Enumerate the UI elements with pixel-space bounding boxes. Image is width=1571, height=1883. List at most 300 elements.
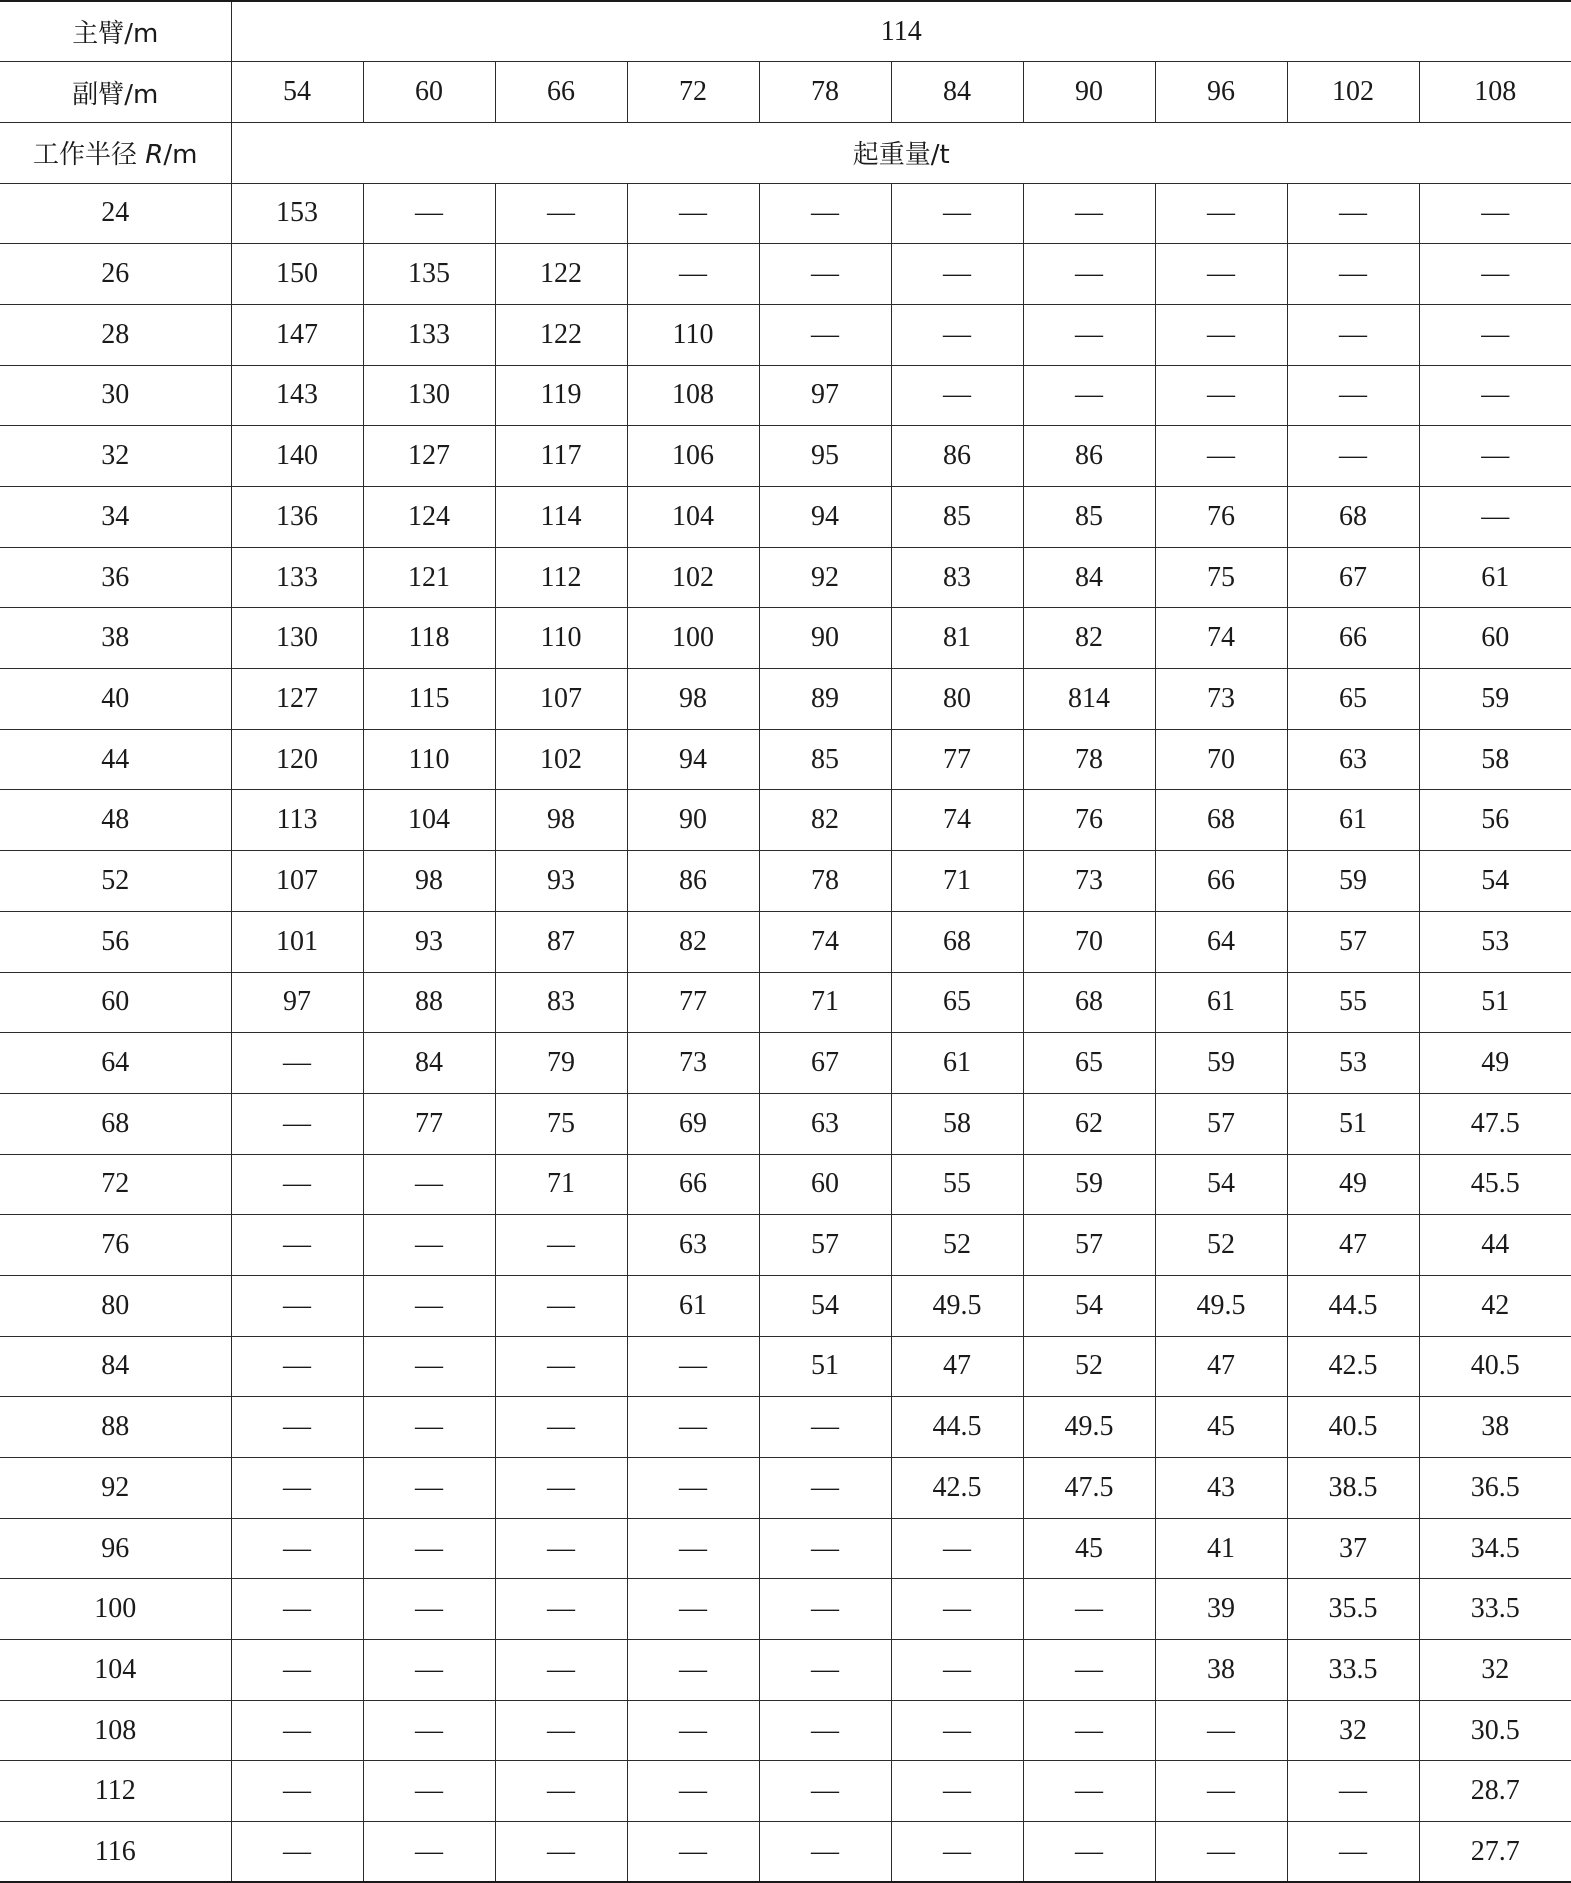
- capacity-cell: 86: [1023, 426, 1155, 487]
- table-row: [0, 851, 1571, 912]
- capacity-cell: 73: [1155, 669, 1287, 730]
- capacity-cell: 61: [1287, 790, 1419, 851]
- capacity-cell: 124: [363, 487, 495, 548]
- capacity-cell: —: [363, 1822, 495, 1883]
- capacity-cell: 143: [231, 365, 363, 426]
- table-row: [0, 1822, 1571, 1883]
- capacity-cell: 47: [1287, 1215, 1419, 1276]
- capacity-cell: 68: [1155, 790, 1287, 851]
- capacity-cell: 32: [1419, 1640, 1571, 1701]
- capacity-cell: —: [759, 1458, 891, 1519]
- capacity-cell: —: [231, 1822, 363, 1883]
- capacity-cell: —: [891, 1822, 1023, 1883]
- capacity-cell: 63: [1287, 729, 1419, 790]
- jib-length-header: 84: [891, 62, 1023, 123]
- capacity-cell: 85: [759, 729, 891, 790]
- table-row: [0, 365, 1571, 426]
- radius-cell: 30: [0, 365, 231, 426]
- capacity-cell: —: [363, 1579, 495, 1640]
- capacity-cell: —: [1023, 244, 1155, 305]
- radius-cell: 72: [0, 1154, 231, 1215]
- radius-cell: 80: [0, 1275, 231, 1336]
- capacity-cell: 55: [1287, 972, 1419, 1033]
- capacity-cell: 76: [1023, 790, 1155, 851]
- capacity-cell: 30.5: [1419, 1700, 1571, 1761]
- capacity-cell: —: [891, 1518, 1023, 1579]
- table-row: [0, 729, 1571, 790]
- capacity-cell: 47.5: [1023, 1458, 1155, 1519]
- capacity-cell: 108: [627, 365, 759, 426]
- capacity-cell: 101: [231, 911, 363, 972]
- capacity-cell: 102: [495, 729, 627, 790]
- capacity-cell: 140: [231, 426, 363, 487]
- capacity-cell: 54: [1419, 851, 1571, 912]
- capacity-cell: —: [231, 1458, 363, 1519]
- capacity-cell: 49.5: [891, 1275, 1023, 1336]
- table-row: [0, 304, 1571, 365]
- main-boom-header-row: [0, 1, 1571, 62]
- radius-cell: 34: [0, 487, 231, 548]
- capacity-cell: —: [759, 183, 891, 244]
- capacity-cell: —: [363, 1761, 495, 1822]
- radius-cell: 100: [0, 1579, 231, 1640]
- capacity-cell: 93: [363, 911, 495, 972]
- table-row: [0, 1275, 1571, 1336]
- capacity-cell: —: [1155, 1700, 1287, 1761]
- capacity-cell: —: [495, 183, 627, 244]
- capacity-cell: 71: [495, 1154, 627, 1215]
- table-row: [0, 426, 1571, 487]
- table-row: [0, 1336, 1571, 1397]
- capacity-cell: —: [627, 1700, 759, 1761]
- capacity-cell: —: [1023, 183, 1155, 244]
- table-row: [0, 183, 1571, 244]
- capacity-cell: 84: [363, 1033, 495, 1094]
- capacity-cell: 43: [1155, 1458, 1287, 1519]
- capacity-cell: —: [1155, 1822, 1287, 1883]
- capacity-cell: 38: [1419, 1397, 1571, 1458]
- radius-cell: 38: [0, 608, 231, 669]
- capacity-cell: 121: [363, 547, 495, 608]
- capacity-cell: —: [627, 244, 759, 305]
- capacity-cell: —: [1023, 304, 1155, 365]
- capacity-cell: —: [627, 1640, 759, 1701]
- capacity-cell: 94: [759, 487, 891, 548]
- capacity-cell: 110: [363, 729, 495, 790]
- capacity-cell: —: [231, 1336, 363, 1397]
- capacity-cell: —: [1419, 487, 1571, 548]
- capacity-cell: —: [759, 1640, 891, 1701]
- capacity-cell: 57: [1287, 911, 1419, 972]
- capacity-cell: 153: [231, 183, 363, 244]
- capacity-cell: 54: [1023, 1275, 1155, 1336]
- capacity-cell: —: [1419, 183, 1571, 244]
- capacity-cell: 65: [1023, 1033, 1155, 1094]
- capacity-cell: —: [363, 183, 495, 244]
- capacity-cell: 77: [363, 1093, 495, 1154]
- capacity-cell: 58: [891, 1093, 1023, 1154]
- capacity-cell: —: [1023, 365, 1155, 426]
- capacity-cell: 70: [1155, 729, 1287, 790]
- capacity-cell: —: [231, 1397, 363, 1458]
- capacity-cell: 147: [231, 304, 363, 365]
- capacity-cell: 53: [1419, 911, 1571, 972]
- capacity-cell: —: [1287, 183, 1419, 244]
- capacity-cell: —: [891, 1761, 1023, 1822]
- capacity-cell: 98: [363, 851, 495, 912]
- capacity-cell: 59: [1023, 1154, 1155, 1215]
- capacity-cell: 89: [759, 669, 891, 730]
- radius-cell: 92: [0, 1458, 231, 1519]
- capacity-cell: 78: [759, 851, 891, 912]
- capacity-cell: 73: [1023, 851, 1155, 912]
- capacity-cell: 119: [495, 365, 627, 426]
- capacity-cell: 68: [891, 911, 1023, 972]
- capacity-cell: —: [231, 1579, 363, 1640]
- capacity-cell: —: [891, 1579, 1023, 1640]
- capacity-cell: —: [1155, 365, 1287, 426]
- capacity-cell: —: [495, 1275, 627, 1336]
- capacity-cell: —: [1419, 365, 1571, 426]
- capacity-cell: 45: [1155, 1397, 1287, 1458]
- radius-cell: 108: [0, 1700, 231, 1761]
- capacity-cell: 49: [1419, 1033, 1571, 1094]
- capacity-cell: 57: [1155, 1093, 1287, 1154]
- capacity-cell: 38.5: [1287, 1458, 1419, 1519]
- capacity-cell: —: [495, 1700, 627, 1761]
- capacity-cell: —: [231, 1154, 363, 1215]
- capacity-cell: —: [627, 183, 759, 244]
- capacity-cell: 87: [495, 911, 627, 972]
- capacity-cell: —: [1023, 1640, 1155, 1701]
- radius-cell: 24: [0, 183, 231, 244]
- jib-length-header: 54: [231, 62, 363, 123]
- capacity-cell: —: [891, 1640, 1023, 1701]
- capacity-cell: —: [363, 1215, 495, 1276]
- capacity-cell: —: [363, 1275, 495, 1336]
- capacity-cell: —: [1287, 244, 1419, 305]
- capacity-cell: 110: [627, 304, 759, 365]
- capacity-cell: —: [1023, 1700, 1155, 1761]
- capacity-cell: 77: [891, 729, 1023, 790]
- capacity-cell: 32: [1287, 1700, 1419, 1761]
- capacity-cell: 53: [1287, 1033, 1419, 1094]
- capacity-cell: —: [891, 365, 1023, 426]
- capacity-cell: 88: [363, 972, 495, 1033]
- capacity-cell: 51: [1419, 972, 1571, 1033]
- jib-length-header: 66: [495, 62, 627, 123]
- capacity-cell: —: [231, 1093, 363, 1154]
- capacity-cell: 133: [231, 547, 363, 608]
- jib-length-header: 90: [1023, 62, 1155, 123]
- capacity-cell: 92: [759, 547, 891, 608]
- capacity-cell: 98: [627, 669, 759, 730]
- radius-cell: 40: [0, 669, 231, 730]
- capacity-cell: —: [627, 1458, 759, 1519]
- capacity-cell: 85: [1023, 487, 1155, 548]
- capacity-cell: 83: [891, 547, 1023, 608]
- radius-cell: 26: [0, 244, 231, 305]
- radius-cell: 84: [0, 1336, 231, 1397]
- capacity-cell: —: [231, 1761, 363, 1822]
- radius-cell: 28: [0, 304, 231, 365]
- capacity-cell: —: [495, 1640, 627, 1701]
- radius-cell: 52: [0, 851, 231, 912]
- capacity-cell: 135: [363, 244, 495, 305]
- capacity-cell: 78: [1023, 729, 1155, 790]
- capacity-cell: —: [495, 1822, 627, 1883]
- capacity-cell: 107: [495, 669, 627, 730]
- capacity-cell: 44.5: [1287, 1275, 1419, 1336]
- capacity-cell: 122: [495, 244, 627, 305]
- capacity-cell: —: [1155, 426, 1287, 487]
- radius-cell: 116: [0, 1822, 231, 1883]
- capacity-cell: 90: [627, 790, 759, 851]
- capacity-cell: 115: [363, 669, 495, 730]
- radius-cell: 64: [0, 1033, 231, 1094]
- capacity-cell: 51: [1287, 1093, 1419, 1154]
- capacity-cell: 85: [891, 487, 1023, 548]
- capacity-cell: 61: [1155, 972, 1287, 1033]
- table-row: [0, 608, 1571, 669]
- capacity-cell: —: [363, 1700, 495, 1761]
- radius-label-prefix: 工作半径: [33, 140, 146, 171]
- capacity-cell: 49: [1287, 1154, 1419, 1215]
- table-row: [0, 1033, 1571, 1094]
- capacity-cell: 114: [495, 487, 627, 548]
- capacity-cell: 68: [1287, 487, 1419, 548]
- capacity-cell: 75: [1155, 547, 1287, 608]
- capacity-cell: 83: [495, 972, 627, 1033]
- capacity-cell: 58: [1419, 729, 1571, 790]
- capacity-cell: 98: [495, 790, 627, 851]
- capacity-cell: 75: [495, 1093, 627, 1154]
- capacity-cell: 45: [1023, 1518, 1155, 1579]
- capacity-cell: 82: [759, 790, 891, 851]
- capacity-cell: —: [231, 1640, 363, 1701]
- capacity-cell: —: [1419, 304, 1571, 365]
- capacity-cell: 33.5: [1287, 1640, 1419, 1701]
- table-row: [0, 1518, 1571, 1579]
- capacity-cell: 81: [891, 608, 1023, 669]
- jib-length-header: 96: [1155, 62, 1287, 123]
- capacity-cell: —: [231, 1215, 363, 1276]
- capacity-cell: 60: [1419, 608, 1571, 669]
- capacity-cell: 40.5: [1419, 1336, 1571, 1397]
- capacity-cell: —: [1155, 183, 1287, 244]
- capacity-cell: 110: [495, 608, 627, 669]
- capacity-cell: —: [231, 1275, 363, 1336]
- capacity-cell: 106: [627, 426, 759, 487]
- capacity-cell: 118: [363, 608, 495, 669]
- capacity-cell: —: [759, 1518, 891, 1579]
- capacity-cell: 61: [627, 1275, 759, 1336]
- capacity-cell: —: [495, 1215, 627, 1276]
- jib-length-header: 78: [759, 62, 891, 123]
- capacity-cell: 44.5: [891, 1397, 1023, 1458]
- table-row: [0, 244, 1571, 305]
- capacity-cell: 94: [627, 729, 759, 790]
- capacity-cell: 60: [759, 1154, 891, 1215]
- capacity-cell: 35.5: [1287, 1579, 1419, 1640]
- capacity-cell: —: [231, 1518, 363, 1579]
- capacity-cell: 70: [1023, 911, 1155, 972]
- capacity-cell: 64: [1155, 911, 1287, 972]
- capacity-cell: 65: [1287, 669, 1419, 730]
- capacity-cell: —: [363, 1336, 495, 1397]
- capacity-cell: 63: [759, 1093, 891, 1154]
- capacity-cell: —: [1023, 1579, 1155, 1640]
- radius-cell: 68: [0, 1093, 231, 1154]
- capacity-cell: —: [627, 1579, 759, 1640]
- capacity-cell: 77: [627, 972, 759, 1033]
- capacity-cell: 66: [627, 1154, 759, 1215]
- capacity-cell: 67: [759, 1033, 891, 1094]
- capacity-cell: 54: [759, 1275, 891, 1336]
- capacity-cell: 104: [627, 487, 759, 548]
- capacity-cell: —: [627, 1761, 759, 1822]
- capacity-cell: 63: [627, 1215, 759, 1276]
- capacity-cell: 69: [627, 1093, 759, 1154]
- capacity-cell: 76: [1155, 487, 1287, 548]
- radius-cell: 96: [0, 1518, 231, 1579]
- capacity-cell: 51: [759, 1336, 891, 1397]
- capacity-cell: 71: [759, 972, 891, 1033]
- capacity-cell: 95: [759, 426, 891, 487]
- capacity-cell: 814: [1023, 669, 1155, 730]
- capacity-cell: —: [891, 244, 1023, 305]
- capacity-cell: 59: [1155, 1033, 1287, 1094]
- capacity-cell: —: [495, 1518, 627, 1579]
- capacity-cell: 104: [363, 790, 495, 851]
- capacity-cell: 107: [231, 851, 363, 912]
- capacity-cell: 86: [891, 426, 1023, 487]
- table-row: [0, 790, 1571, 851]
- capacity-cell: 93: [495, 851, 627, 912]
- capacity-cell: 36.5: [1419, 1458, 1571, 1519]
- capacity-cell: 57: [759, 1215, 891, 1276]
- jib-length-header: 72: [627, 62, 759, 123]
- capacity-cell: 127: [363, 426, 495, 487]
- capacity-cell: —: [231, 1033, 363, 1094]
- table-row: [0, 1458, 1571, 1519]
- capacity-cell: 80: [891, 669, 1023, 730]
- capacity-cell: —: [1287, 1761, 1419, 1822]
- capacity-cell: 37: [1287, 1518, 1419, 1579]
- capacity-cell: 47: [1155, 1336, 1287, 1397]
- radius-cell: 112: [0, 1761, 231, 1822]
- capacity-cell: 79: [495, 1033, 627, 1094]
- jib-label: 副臂/m: [0, 62, 231, 123]
- table-row: [0, 972, 1571, 1033]
- capacity-cell: 59: [1287, 851, 1419, 912]
- capacity-cell: 71: [891, 851, 1023, 912]
- capacity-cell: —: [1419, 244, 1571, 305]
- capacity-cell: 82: [1023, 608, 1155, 669]
- capacity-cell: —: [1155, 1761, 1287, 1822]
- capacity-cell: —: [495, 1397, 627, 1458]
- capacity-cell: 42: [1419, 1275, 1571, 1336]
- radius-cell: 104: [0, 1640, 231, 1701]
- radius-label-symbol: R: [145, 140, 164, 171]
- capacity-cell: —: [363, 1458, 495, 1519]
- capacity-cell: 38: [1155, 1640, 1287, 1701]
- capacity-cell: —: [891, 304, 1023, 365]
- radius-cell: 88: [0, 1397, 231, 1458]
- capacity-cell: —: [495, 1579, 627, 1640]
- capacity-cell: —: [363, 1154, 495, 1215]
- table-row: [0, 1640, 1571, 1701]
- table-row: [0, 1154, 1571, 1215]
- capacity-cell: 66: [1287, 608, 1419, 669]
- capacity-cell: 54: [1155, 1154, 1287, 1215]
- capacity-cell: 61: [1419, 547, 1571, 608]
- jib-length-header: 60: [363, 62, 495, 123]
- capacity-cell: —: [891, 1700, 1023, 1761]
- capacity-cell: —: [1155, 244, 1287, 305]
- capacity-cell: —: [1023, 1761, 1155, 1822]
- jib-header-row: [0, 62, 1571, 123]
- radius-cell: 48: [0, 790, 231, 851]
- main-boom-value: 114: [231, 1, 1571, 62]
- capacity-cell: 56: [1419, 790, 1571, 851]
- capacity-cell: 90: [759, 608, 891, 669]
- capacity-cell: 97: [231, 972, 363, 1033]
- capacity-cell: 55: [891, 1154, 1023, 1215]
- capacity-cell: —: [891, 183, 1023, 244]
- capacity-cell: —: [231, 1700, 363, 1761]
- capacity-cell: —: [1287, 304, 1419, 365]
- capacity-cell: —: [363, 1397, 495, 1458]
- capacity-cell: 49.5: [1023, 1397, 1155, 1458]
- capacity-cell: 130: [363, 365, 495, 426]
- capacity-cell: 133: [363, 304, 495, 365]
- capacity-cell: 150: [231, 244, 363, 305]
- capacity-cell: 49.5: [1155, 1275, 1287, 1336]
- capacity-cell: —: [759, 1397, 891, 1458]
- capacity-cell: 68: [1023, 972, 1155, 1033]
- table-row: [0, 1579, 1571, 1640]
- table-row: [0, 1700, 1571, 1761]
- capacity-cell: —: [759, 244, 891, 305]
- capacity-cell: 74: [891, 790, 1023, 851]
- capacity-cell: —: [759, 304, 891, 365]
- radius-cell: 36: [0, 547, 231, 608]
- radius-cell: 32: [0, 426, 231, 487]
- radius-cell: 76: [0, 1215, 231, 1276]
- table-row: [0, 1397, 1571, 1458]
- capacity-cell: 59: [1419, 669, 1571, 730]
- table-row: [0, 1761, 1571, 1822]
- capacity-cell: 61: [891, 1033, 1023, 1094]
- capacity-cell: 117: [495, 426, 627, 487]
- capacity-cell: —: [759, 1822, 891, 1883]
- capacity-cell: 28.7: [1419, 1761, 1571, 1822]
- capacity-cell: 66: [1155, 851, 1287, 912]
- capacity-cell: —: [495, 1336, 627, 1397]
- table-row: [0, 487, 1571, 548]
- table-row: [0, 547, 1571, 608]
- capacity-cell: —: [627, 1336, 759, 1397]
- capacity-cell: —: [495, 1761, 627, 1822]
- capacity-cell: 84: [1023, 547, 1155, 608]
- capacity-label: 起重量/t: [231, 122, 1571, 183]
- capacity-cell: 42.5: [1287, 1336, 1419, 1397]
- capacity-cell: 82: [627, 911, 759, 972]
- capacity-cell: 74: [759, 911, 891, 972]
- capacity-cell: 113: [231, 790, 363, 851]
- capacity-cell: 52: [1023, 1336, 1155, 1397]
